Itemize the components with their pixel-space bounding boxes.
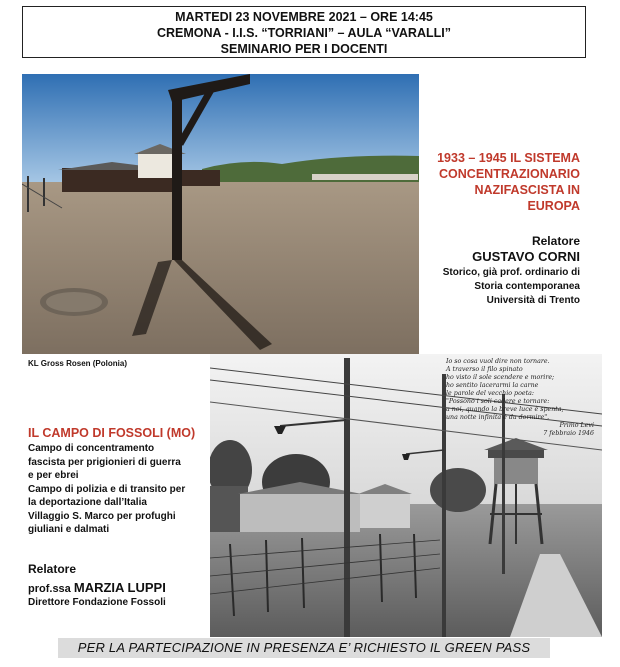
event-type: SEMINARIO PER I DOCENTI (220, 42, 388, 56)
poem-line: Io so cosa vuol dire non tornare. (446, 358, 550, 365)
description-line: giuliani e dalmati (28, 524, 110, 535)
second-speaker-name: MARZIA LUPPI (73, 580, 166, 595)
second-speaker (28, 579, 166, 597)
poem-line: ho sentito lacerarmi la carne (446, 382, 539, 389)
poem-line: ho visto il sole scendere e morire; (446, 374, 555, 381)
poem-line: "Possono i soli cadere e tornare: (446, 398, 550, 405)
speaker-desc-line: Storico, già prof. ordinario di (442, 267, 580, 278)
green-pass-notice: PER LA PARTECIPAZIONE IN PRESENZA E’ RICHIESTO IL GREEN PASS (58, 638, 550, 658)
description-line: Villaggio S. Marco per profughi (28, 510, 176, 522)
description-line: la deportazione dall’Italia (28, 497, 147, 508)
speaker-title-prefix: prof.ssa (28, 583, 74, 595)
gross-rosen-photo (22, 74, 419, 354)
second-speaker-label: Relatore (28, 562, 77, 576)
fossoli-photo (210, 354, 602, 637)
event-date-time: MARTEDI 23 NOVEMBRE 2021 – ORE 14:45 (175, 10, 433, 24)
first-talk-title-line: NAZIFASCISTA IN (474, 183, 580, 197)
second-talk-title: IL CAMPO DI FOSSOLI (MO) (28, 426, 196, 440)
primo-levi-poem (446, 358, 600, 438)
description-line: e per ebrei (28, 470, 79, 481)
first-speaker-name: GUSTAVO CORNI (472, 249, 580, 264)
first-speaker-description (420, 266, 580, 308)
event-location: CREMONA - I.I.S. “TORRIANI” – AULA “VARALLI” (157, 26, 451, 40)
speaker-desc-line: Università di Trento (486, 295, 580, 306)
speaker-desc-line: Storia contemporanea (474, 281, 580, 292)
description-line: Campo di polizia e di transito per (28, 483, 186, 495)
poem-date: 7 febbraio 1946 (543, 430, 594, 437)
poem-line: le parole del vecchio poeta: (446, 390, 534, 397)
first-talk-title-line: CONCENTRAZIONARIO (439, 167, 580, 181)
photo-caption: KL Gross Rosen (Polonia) (28, 359, 127, 368)
poem-line: una notte infinita è da dormire". (446, 414, 550, 421)
first-speaker-label: Relatore (531, 234, 580, 248)
first-talk-title-line: EUROPA (527, 199, 580, 213)
poem-line: A traverso il filo spinato (446, 366, 523, 373)
second-talk-description (28, 442, 208, 537)
first-talk-title (420, 150, 580, 214)
poem-author: Primo Levi (559, 422, 594, 429)
description-line: Campo di concentramento (28, 443, 155, 454)
event-header (22, 6, 586, 58)
first-talk-title-line: 1933 – 1945 IL SISTEMA (437, 151, 580, 165)
second-speaker-role: Direttore Fondazione Fossoli (28, 597, 166, 608)
description-line: fascista per prigionieri di guerra (28, 456, 181, 468)
poem-line: a noi, quando la breve luce è spenta, (446, 406, 564, 413)
